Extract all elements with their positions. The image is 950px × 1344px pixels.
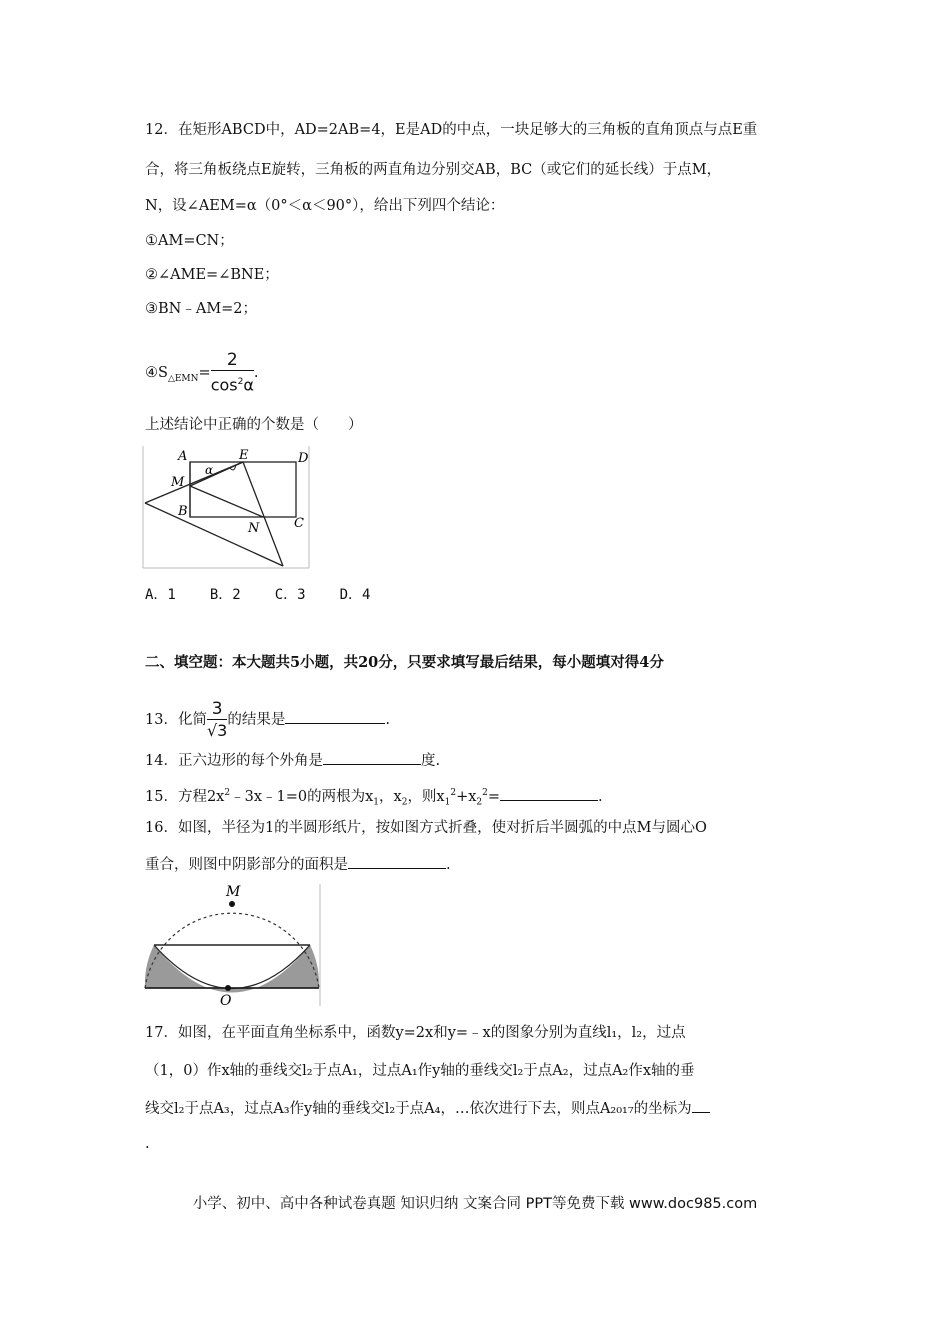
q17-line1: 17．如图，在平面直角坐标系中，函数y=2x和y=﹣x的图象分别为直线l₁，l₂，过点 xyxy=(145,1025,686,1041)
q15-answer-blank xyxy=(500,786,598,801)
option-d: D．4 xyxy=(339,587,371,603)
q15-sub4: 2 xyxy=(476,797,483,808)
option-a: A．1 xyxy=(145,587,176,603)
q15-comma: ，x xyxy=(379,788,402,805)
c4-fraction xyxy=(211,350,254,396)
label-o: O xyxy=(220,993,232,1009)
c4-end: . xyxy=(253,365,259,382)
q16-answer-blank xyxy=(348,854,446,869)
label-n: N xyxy=(248,521,260,536)
q16-line2 xyxy=(145,854,451,875)
q16-prefix: 重合，则图中阴影部分的面积是 xyxy=(145,857,348,873)
c4-eq: = xyxy=(198,365,211,382)
q13 xyxy=(145,697,390,743)
c4-sub: △EMN xyxy=(167,374,199,385)
q15-sup1: 2 xyxy=(224,788,231,798)
q12-conclusion-4 xyxy=(145,350,259,401)
q15-sub3: 1 xyxy=(444,797,451,808)
label-c: C xyxy=(294,516,304,531)
q15-plus: +x xyxy=(456,788,477,805)
q15-eq: = xyxy=(487,788,501,805)
q13-den: √3 xyxy=(206,720,228,740)
q16-end: . xyxy=(446,857,451,873)
q14-suffix: 度. xyxy=(420,753,441,769)
section-2-heading: 二、填空题：本大题共5小题，共20分，只要求填写最后结果，每小题填对得4分 xyxy=(145,654,664,671)
q17-line4: . xyxy=(145,1136,150,1152)
q13-end: . xyxy=(385,712,390,728)
q15-end: . xyxy=(598,788,603,805)
q16-line1: 16．如图，半径为1的半圆形纸片，按如图方式折叠，使对折后半圆弧的中点M与圆心O xyxy=(145,820,707,836)
q15-then: ，则x xyxy=(407,788,445,805)
q14-prefix: 14．正六边形的每个外角是 xyxy=(145,753,323,769)
q13-suffix: 的结果是 xyxy=(227,712,286,728)
q14-answer-blank xyxy=(323,750,421,765)
shaded-region xyxy=(145,945,319,993)
q15-sup3: 2 xyxy=(450,788,457,798)
option-c: C．3 xyxy=(274,587,306,603)
label-m: M xyxy=(226,884,241,900)
c4-prefix: ④S xyxy=(145,365,168,382)
page-footer: 小学、初中、高中各种试卷真题 知识归纳 文案合同 PPT等免费下载 www.doc985.com xyxy=(192,1196,758,1212)
q13-num: 3 xyxy=(207,699,227,720)
label-a: A xyxy=(178,449,188,464)
label-d: D xyxy=(298,451,309,466)
label-b: B xyxy=(178,504,188,519)
q17-line2: （1，0）作x轴的垂线交l₂于点A₁，过点A₁作y轴的垂线交l₂于点A₂，过点A₂作x轴的垂 xyxy=(145,1063,695,1079)
q12-options xyxy=(145,585,404,605)
q12-conclusion-3: ③BN﹣AM=2； xyxy=(145,301,258,317)
option-b: B．2 xyxy=(209,587,241,603)
c4-den-sup: 2 xyxy=(237,377,244,387)
c4-num: 2 xyxy=(211,350,254,371)
q16-figure xyxy=(142,882,324,1010)
c4-den-cos: cos xyxy=(210,375,238,395)
q15 xyxy=(145,783,603,813)
q12-question: 上述结论中正确的个数是（ ） xyxy=(145,417,363,433)
q13-fraction xyxy=(207,699,227,742)
c4-den-var: α xyxy=(243,375,254,395)
q12-line2: 合，将三角板绕点E旋转，三角板的两直角边分别交AB，BC（或它们的延长线）于点M， xyxy=(145,162,722,178)
q12-line1: 12．在矩形ABCD中，AD=2AB=4，E是AD的中点，一块足够大的三角板的直角顶点与点E重 xyxy=(145,122,758,138)
q12-line3: N，设∠AEM=α（0°＜α＜90°），给出下列四个结论： xyxy=(145,198,505,214)
point-o xyxy=(225,985,231,991)
segment-triangle-top xyxy=(145,462,243,503)
label-alpha: α xyxy=(205,463,214,477)
q12-conclusion-2: ②∠AME=∠BNE； xyxy=(145,267,279,283)
label-e: E xyxy=(239,448,249,463)
q17-line3 xyxy=(145,1098,710,1119)
q15-sub1: 1 xyxy=(373,797,380,808)
q15-mid: ﹣3x﹣1=0的两根为x xyxy=(230,788,374,805)
segment-mn xyxy=(190,486,263,517)
q12-conclusion-1: ①AM=CN； xyxy=(145,233,234,249)
point-m xyxy=(229,901,235,907)
q17-answer-blank xyxy=(692,1098,710,1113)
label-m: M xyxy=(171,475,185,490)
q17-line3-text: 线交l₂于点A₃，过点A₃作y轴的垂线交l₂于点A₄，…依次进行下去，则点A₂₀₁₇的坐标为 xyxy=(145,1101,692,1117)
c4-den xyxy=(211,371,254,396)
q13-answer-blank xyxy=(285,709,385,724)
q14 xyxy=(145,750,440,771)
q15-sub2: 2 xyxy=(401,797,408,808)
q13-prefix: 13．化简 xyxy=(145,712,207,728)
q12-figure xyxy=(142,445,310,569)
q15-prefix: 15．方程2x xyxy=(145,788,225,805)
q15-sup4: 2 xyxy=(482,788,488,798)
